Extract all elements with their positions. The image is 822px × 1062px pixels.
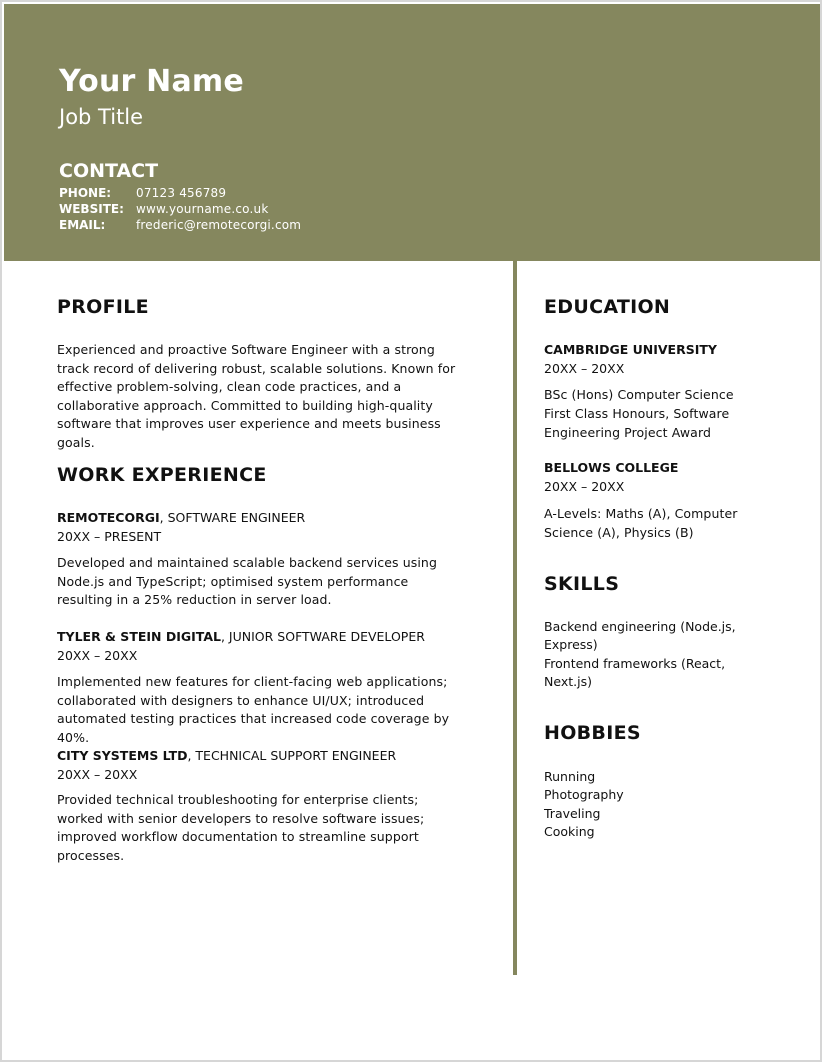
hobby-item: Running (544, 769, 596, 784)
job-title-line (57, 628, 425, 646)
profile-text: Experienced and proactive Software Engineer with a strong track record of delivering robust, scalable solutions. Known for effective problem-solving, clean code practices, and a collaborative approach. Committed to building high-quality software that improves user experience and meets business goals. (57, 342, 456, 450)
hobbies-list (544, 768, 624, 842)
education-school: CAMBRIDGE UNIVERSITY (544, 342, 717, 357)
job-role: , TECHNICAL SUPPORT ENGINEER (187, 748, 397, 763)
contact-email (59, 217, 301, 233)
job-company: TYLER & STEIN DIGITAL (57, 629, 221, 644)
education-details: A-Levels: Maths (A), Computer Science (A), Physics (B) (544, 506, 738, 541)
profile-heading: PROFILE (57, 296, 149, 318)
job-role: , SOFTWARE ENGINEER (159, 510, 306, 525)
contact-phone-label: PHONE: (59, 186, 112, 200)
job-role: , JUNIOR SOFTWARE DEVELOPER (220, 629, 425, 644)
contact-email-label: EMAIL: (59, 218, 106, 232)
job-title: Job Title (59, 105, 144, 129)
job-company: REMOTECORGI (57, 510, 160, 525)
job-description: Implemented new features for client-facing web applications; collaborated with designers to enhance UI/UX; introduced automated testing practices that increased code coverage by 40%. (57, 674, 450, 745)
resume-header (4, 4, 820, 261)
contact-website (59, 201, 268, 217)
job-title-line (57, 747, 396, 765)
hobby-item: Photography (544, 787, 624, 803)
skill-item: Frontend frameworks (React, Next.js) (544, 655, 726, 690)
contact-phone (59, 185, 226, 201)
education-details: BSc (Hons) Computer Science First Class Honours, Software Engineering Project Award (544, 387, 734, 440)
contact-website-label: WEBSITE: (59, 202, 124, 216)
education-dates: 20XX – 20XX (544, 361, 625, 376)
job-company: CITY SYSTEMS LTD (57, 748, 188, 763)
job-dates: 20XX – 20XX (57, 767, 138, 782)
work-experience-heading: WORK EXPERIENCE (57, 464, 267, 486)
job-description: Provided technical troubleshooting for enterprise clients; worked with senior developers to resolve software issues; improved workflow documentation to streamline support processes. (57, 792, 425, 863)
hobby-item: Cooking (544, 824, 595, 840)
column-divider (513, 261, 517, 975)
job-dates: 20XX – PRESENT (57, 529, 162, 544)
skills-heading: SKILLS (544, 573, 620, 595)
contact-website-value: www.yourname.co.uk (136, 202, 269, 216)
education-dates: 20XX – 20XX (544, 479, 625, 494)
skills-list (544, 618, 739, 692)
education-heading: EDUCATION (544, 296, 671, 318)
job-dates: 20XX – 20XX (57, 648, 138, 663)
hobby-item: Traveling (544, 805, 601, 821)
job-title-line (57, 509, 305, 527)
person-name: Your Name (59, 64, 244, 99)
skill-item: Backend engineering (Node.js, Express) (544, 619, 736, 653)
contact-email-value: frederic@remotecorgi.com (136, 218, 302, 232)
contact-heading: CONTACT (59, 160, 159, 182)
job-description: Developed and maintained scalable backend services using Node.js and TypeScript; optimised system performance resulting in a 25% reduction in server load. (57, 555, 437, 608)
contact-phone-value: 07123 456789 (136, 186, 227, 200)
education-school: BELLOWS COLLEGE (544, 460, 679, 475)
hobbies-heading: HOBBIES (544, 722, 641, 744)
